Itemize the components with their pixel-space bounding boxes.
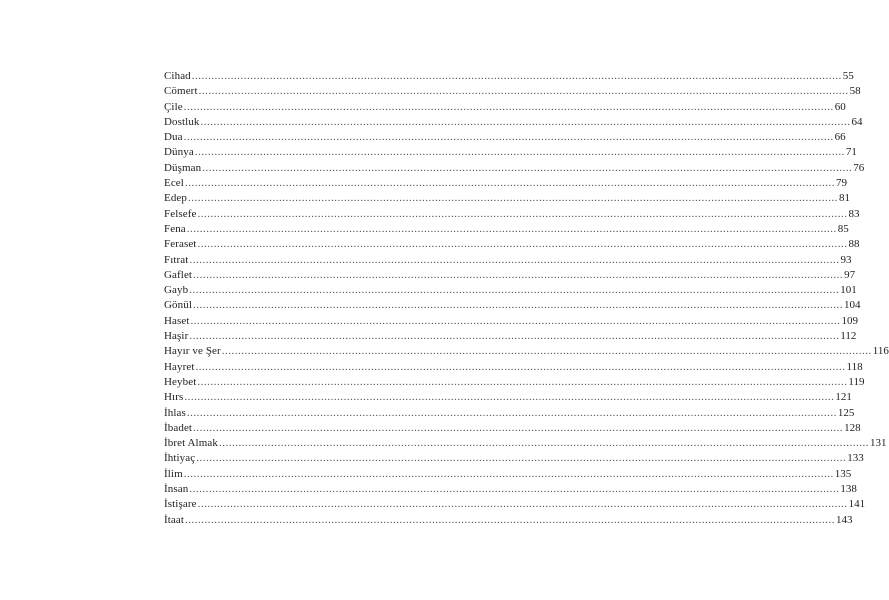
toc-entry-title: Dua — [164, 131, 183, 144]
toc-entry — [164, 237, 860, 252]
dot-leader: ........................................................................................................................................................................................................ — [197, 375, 848, 388]
toc-entry-page-number: 141 — [848, 498, 866, 511]
dot-leader: ........................................................................................................................................................................................................ — [200, 115, 851, 128]
toc-entry — [164, 283, 857, 298]
dot-leader: ........................................................................................................................................................................................................ — [221, 345, 872, 358]
toc-entry-title: Çile — [164, 100, 183, 113]
dot-leader: ........................................................................................................................................................................................................ — [189, 253, 840, 266]
toc-entry — [164, 191, 851, 206]
toc-entry-title: Ecel — [164, 177, 184, 190]
toc-entry-title: Haset — [164, 314, 190, 327]
dot-leader: ........................................................................................................................................................................................................ — [190, 314, 841, 327]
toc-entry-page-number: 81 — [839, 192, 851, 205]
toc-entry-page-number: 138 — [840, 483, 857, 496]
toc-entry — [164, 298, 861, 313]
toc-entry — [164, 360, 863, 375]
toc-entry-page-number: 85 — [837, 222, 849, 235]
toc-entry-page-number: 125 — [837, 406, 855, 419]
toc-entry — [164, 451, 864, 466]
dot-leader: ........................................................................................................................................................................................................ — [184, 391, 835, 404]
dot-leader: ........................................................................................................................................................................................................ — [191, 70, 842, 82]
dot-leader: ........................................................................................................................................................................................................ — [186, 222, 837, 235]
toc-entry-page-number: 143 — [836, 513, 853, 526]
toc-entry-page-number: 58 — [849, 85, 861, 98]
toc-entry-title: İstişare — [164, 498, 197, 511]
toc-entry — [164, 253, 852, 268]
dot-leader: ........................................................................................................................................................................................................ — [183, 131, 834, 144]
toc-entry — [164, 115, 863, 130]
toc-entry-title: Dostluk — [164, 115, 200, 128]
toc-entry — [164, 222, 849, 237]
dot-leader: ........................................................................................................................................................................................................ — [195, 360, 846, 373]
toc-entry — [164, 161, 865, 176]
dot-leader: ........................................................................................................................................................................................................ — [185, 513, 836, 526]
toc-entry-page-number: 71 — [845, 146, 857, 159]
dot-leader: ........................................................................................................................................................................................................ — [197, 238, 848, 251]
toc-entry-title: Haşir — [164, 330, 189, 343]
dot-leader: ........................................................................................................................................................................................................ — [189, 483, 840, 496]
toc-entry-page-number: 135 — [834, 467, 852, 480]
toc-entry-page-number: 119 — [848, 375, 865, 388]
toc-entry — [164, 467, 852, 482]
toc-entry — [164, 314, 859, 329]
toc-entry-title: Fena — [164, 222, 186, 235]
toc-entry — [164, 406, 855, 421]
toc-entry — [164, 482, 857, 497]
toc-entry-page-number: 83 — [848, 207, 860, 220]
toc-entry-title: Gayb — [164, 284, 189, 297]
toc-entry-title: İbadet — [164, 421, 193, 434]
toc-entry-title: İhtiyaç — [164, 452, 196, 465]
dot-leader: ........................................................................................................................................................................................................ — [202, 161, 853, 174]
toc-entry-page-number: 101 — [840, 284, 857, 297]
toc-entry-page-number: 55 — [842, 70, 854, 82]
dot-leader: ........................................................................................................................................................................................................ — [193, 299, 843, 312]
toc-entry-page-number: 64 — [851, 115, 863, 128]
table-of-contents — [164, 69, 889, 528]
toc-entry — [164, 130, 846, 145]
toc-entry — [164, 344, 889, 359]
toc-entry-page-number: 121 — [835, 391, 852, 404]
toc-entry-title: Felsefe — [164, 207, 197, 220]
toc-entry-title: İnsan — [164, 483, 189, 496]
toc-entry-page-number: 131 — [869, 437, 887, 450]
toc-entry-page-number: 118 — [846, 360, 863, 373]
toc-entry-title: Hırs — [164, 391, 184, 404]
toc-entry-title: Düşman — [164, 161, 202, 174]
dot-leader: ........................................................................................................................................................................................................ — [186, 406, 837, 419]
dot-leader: ........................................................................................................................................................................................................ — [183, 100, 834, 113]
toc-entry — [164, 69, 854, 84]
toc-entry-title: Hayret — [164, 360, 195, 373]
toc-entry — [164, 84, 861, 99]
toc-entry-title: Fıtrat — [164, 253, 189, 266]
toc-entry-page-number: 76 — [853, 161, 865, 174]
toc-entry-page-number: 116 — [872, 345, 889, 358]
toc-entry-page-number: 79 — [835, 177, 847, 190]
toc-entry-title: Feraset — [164, 238, 197, 251]
toc-entry-title: Gönül — [164, 299, 192, 312]
dot-leader: ........................................................................................................................................................................................................ — [188, 192, 839, 205]
toc-entry-page-number: 66 — [834, 131, 846, 144]
toc-entry — [164, 268, 856, 283]
dot-leader: ........................................................................................................................................................................................................ — [218, 437, 869, 450]
toc-entry-page-number: 133 — [847, 452, 864, 465]
toc-entry — [164, 436, 887, 451]
toc-entry-title: İlim — [164, 467, 183, 480]
toc-entry — [164, 207, 860, 222]
dot-leader: ........................................................................................................................................................................................................ — [183, 467, 834, 480]
dot-leader: ........................................................................................................................................................................................................ — [193, 421, 844, 434]
toc-entry-page-number: 128 — [844, 421, 861, 434]
dot-leader: ........................................................................................................................................................................................................ — [197, 207, 848, 220]
toc-entry-page-number: 93 — [840, 253, 852, 266]
toc-entry-title: İbret Almak — [164, 437, 218, 450]
dot-leader: ........................................................................................................................................................................................................ — [189, 330, 840, 343]
toc-entry — [164, 100, 846, 115]
toc-entry-page-number: 97 — [844, 268, 856, 281]
toc-entry-title: Heybet — [164, 375, 197, 388]
toc-entry-page-number: 109 — [841, 314, 859, 327]
toc-entry — [164, 497, 866, 512]
toc-entry — [164, 421, 861, 436]
toc-entry-title: Gaflet — [164, 268, 193, 281]
toc-entry-title: Hayır ve Şer — [164, 345, 221, 358]
toc-entry — [164, 390, 852, 405]
toc-entry — [164, 375, 865, 390]
dot-leader: ........................................................................................................................................................................................................ — [198, 85, 849, 98]
toc-entry-title: İtaat — [164, 513, 185, 526]
toc-entry-title: Edep — [164, 192, 188, 205]
dot-leader: ........................................................................................................................................................................................................ — [197, 498, 848, 511]
toc-entry — [164, 145, 857, 160]
dot-leader: ........................................................................................................................................................................................................ — [193, 268, 844, 281]
dot-leader: ........................................................................................................................................................................................................ — [184, 177, 835, 190]
toc-entry-title: Cihad — [164, 70, 191, 82]
toc-entry-page-number: 104 — [844, 299, 861, 312]
toc-entry-page-number: 60 — [834, 100, 846, 113]
toc-entry — [164, 329, 857, 344]
dot-leader: ........................................................................................................................................................................................................ — [196, 452, 847, 465]
toc-entry-title: Dünya — [164, 146, 194, 159]
toc-entry-title: İhlas — [164, 406, 186, 419]
dot-leader: ........................................................................................................................................................................................................ — [189, 284, 840, 297]
toc-entry-title: Cömert — [164, 85, 198, 98]
toc-entry-page-number: 112 — [840, 330, 857, 343]
toc-entry — [164, 176, 847, 191]
toc-entry — [164, 513, 853, 528]
dot-leader: ........................................................................................................................................................................................................ — [194, 146, 845, 159]
toc-entry-page-number: 88 — [848, 238, 860, 251]
